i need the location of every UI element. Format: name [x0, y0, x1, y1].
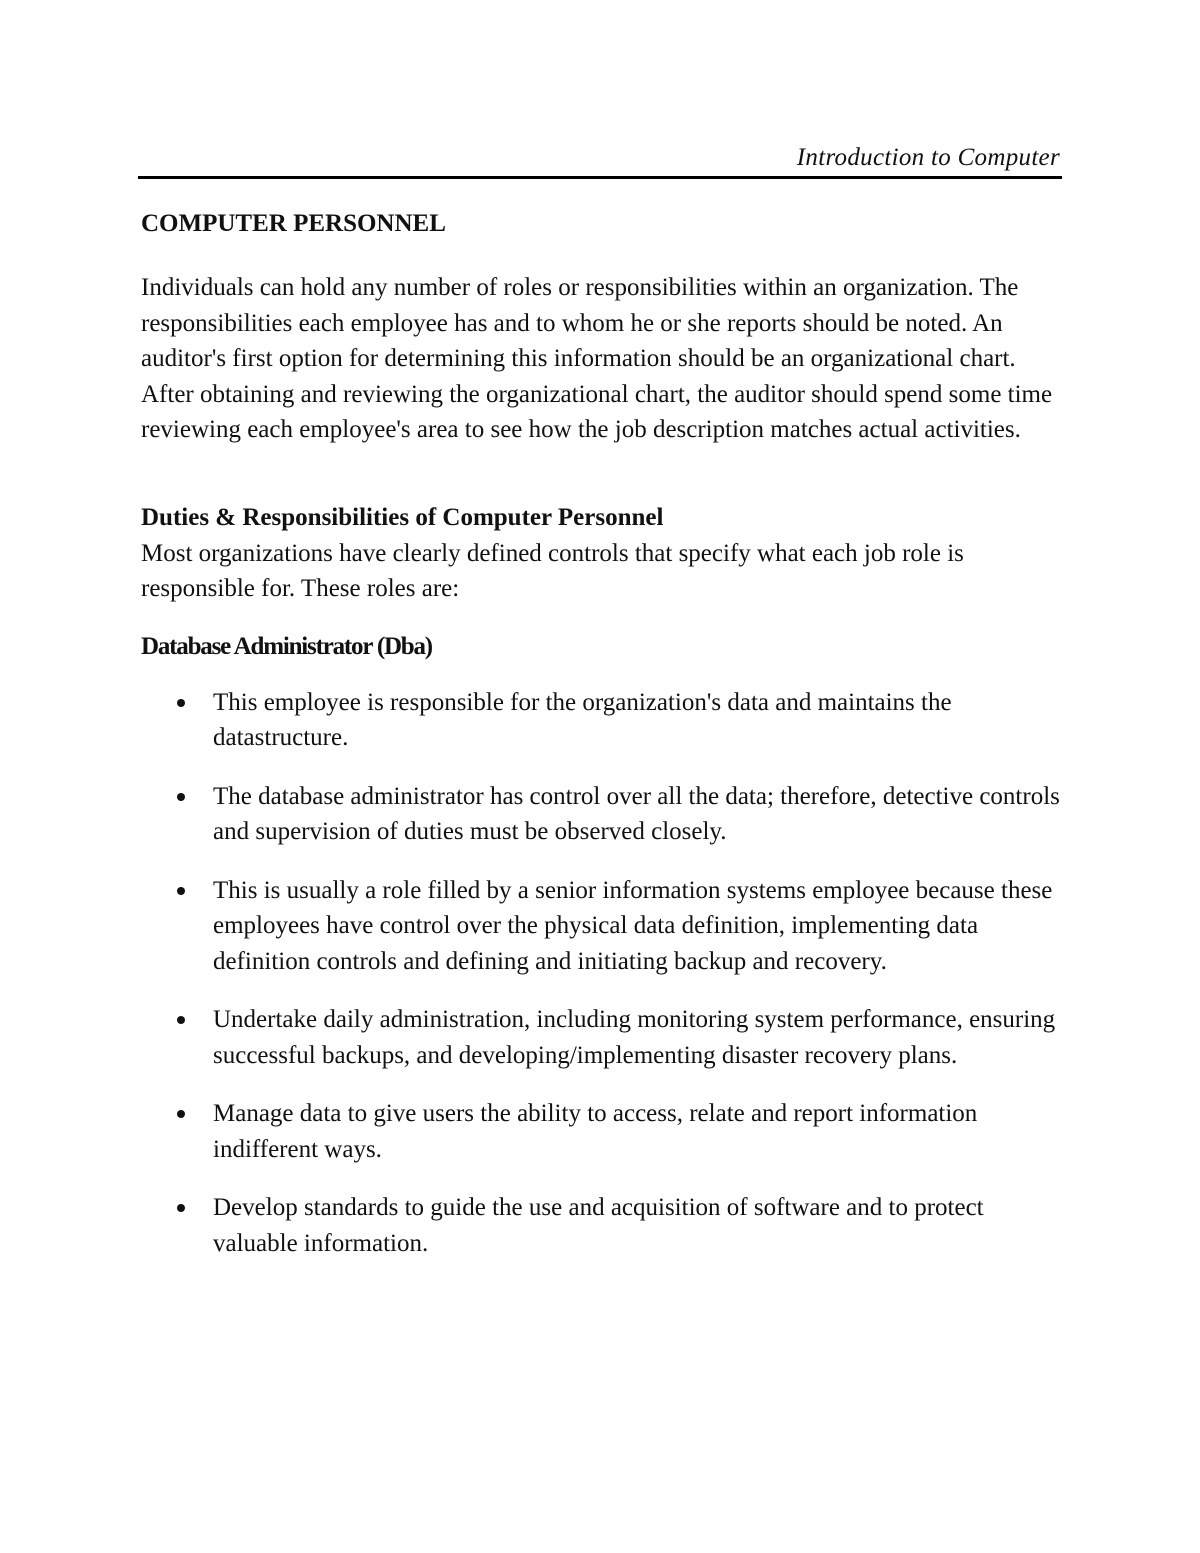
bullet-text: Undertake daily administration, including monitoring system performance, ensuring successful backups, and developing/implementing disaster recovery plans. — [213, 1006, 1056, 1069]
bullet-item — [141, 685, 1066, 756]
section-heading: Duties & Responsibilities of Computer Personnel — [141, 503, 664, 531]
page-header — [138, 140, 1062, 179]
bullet-text: Develop standards to guide the use and acquisition of software and to protect valuable information. — [213, 1194, 984, 1257]
bullet-item — [141, 779, 1066, 850]
subsection-heading: Database Administrator (Dba) — [141, 632, 432, 660]
bullet-icon — [177, 1204, 185, 1212]
bullet-item — [141, 873, 1066, 980]
bullet-icon — [177, 1110, 185, 1118]
bullet-item — [141, 1002, 1066, 1073]
bullet-icon — [177, 793, 185, 801]
bullet-item — [141, 1190, 1066, 1261]
bullet-text: Manage data to give users the ability to access, relate and report information indifferent ways. — [213, 1100, 978, 1163]
document-body — [141, 206, 1066, 1284]
bullet-item — [141, 1096, 1066, 1167]
header-title: Introduction to Computer — [796, 144, 1060, 171]
bullet-icon — [177, 887, 185, 895]
bullet-list — [141, 685, 1066, 1262]
bullet-text: This employee is responsible for the organization's data and maintains the datastructure. — [213, 688, 952, 751]
section-paragraph: Most organizations have clearly defined controls that specify what each job role is responsible for. These roles are: — [141, 539, 964, 602]
bullet-icon — [177, 699, 185, 707]
bullet-text: The database administrator has control over all the data; therefore, detective controls and supervision of duties must be observed closely. — [213, 782, 1060, 845]
intro-paragraph: Individuals can hold any number of roles or responsibilities within an organization. The responsibilities each employee has and to whom he or she reports should be noted. An auditor's first option for determining this information should be an organizational chart. After obtaining and reviewing the organizational chart, the auditor should spend some time reviewing each employee's area to see how the job description matches actual activities. — [141, 274, 1053, 443]
bullet-icon — [177, 1016, 185, 1024]
bullet-text: This is usually a role filled by a senior information systems employee because these employees have control over the physical data definition, implementing data definition controls and defining and initiating backup and recovery. — [213, 876, 1053, 975]
page-title: COMPUTER PERSONNEL — [141, 210, 446, 237]
